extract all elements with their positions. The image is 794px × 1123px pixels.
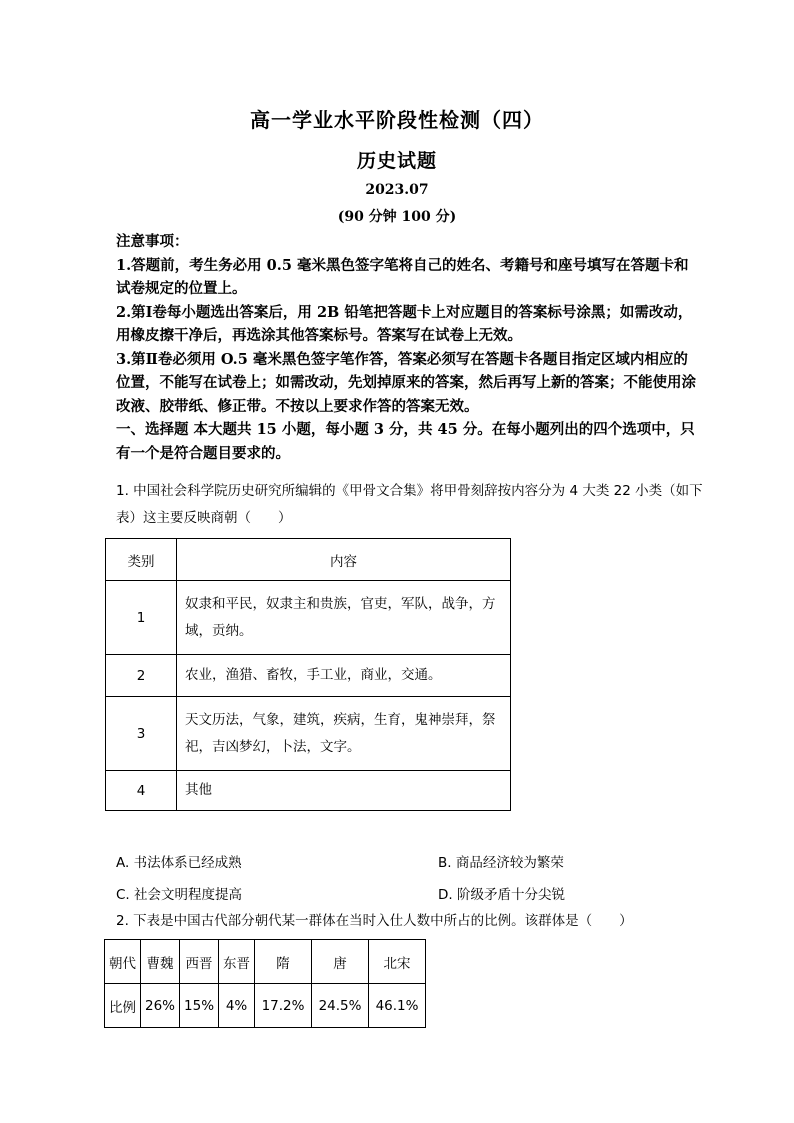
- instructions-heading: 注意事项：: [116, 233, 189, 250]
- option-a: A. 书法体系已经成熟: [116, 855, 242, 871]
- exam-duration: (90 分钟 100 分): [337, 209, 457, 225]
- option-c: C. 社会文明程度提高: [116, 887, 243, 903]
- table-cell: 24.5%: [312, 984, 369, 1028]
- table-row-dynasty: [105, 940, 426, 984]
- question-2-table: [104, 939, 426, 1028]
- section-heading: 一、选择题 本大题共 15 小题，每小题 3 分，共 45 分。在每小题列出的四个选项中，只有一个是符合题目要求的。: [116, 421, 695, 462]
- table-cell-category: 4: [106, 771, 177, 811]
- table-cell: 隋: [255, 940, 312, 984]
- table-cell-category: 1: [106, 581, 177, 655]
- table-cell: 唐: [312, 940, 369, 984]
- table-cell: 北宋: [369, 940, 426, 984]
- table-cell: 26%: [141, 984, 180, 1028]
- table-header-row: [106, 539, 511, 581]
- table-row: [106, 581, 511, 655]
- table-cell: 朝代: [105, 940, 141, 984]
- exam-title: 高一学业水平阶段性检测（四）: [250, 108, 544, 132]
- table-header-category: 类别: [106, 539, 177, 581]
- instruction-item: 2.第Ⅰ卷每小题选出答案后，用 2B 铅笔把答题卡上对应题目的答案标号涂黑；如需改动，用橡皮擦干净后，再选涂其他答案标号。答案写在试卷上无效。: [116, 303, 693, 344]
- table-cell: 17.2%: [255, 984, 312, 1028]
- question-1-stem: 1. 中国社会科学院历史研究所编辑的《甲骨文合集》将甲骨刻辞按内容分为 4 大类 22 小类（如下表）这主要反映商朝（ ）: [116, 483, 703, 526]
- table-cell: 西晋: [180, 940, 219, 984]
- table-cell-category: 3: [106, 697, 177, 771]
- table-cell: 比例: [105, 984, 141, 1028]
- instruction-item: 3.第Ⅱ卷必须用 O.5 毫米黑色签字笔作答，答案必须写在答题卡各题目指定区域内相应的位置，不能写在试卷上；如需改动，先划掉原来的答案，然后再写上新的答案；不能使用涂改液、胶带纸、修正带。不按以上要求作答的答案无效。: [116, 350, 696, 415]
- instruction-item: 1.答题前，考生务必用 0.5 毫米黑色签字笔将自己的姓名、考籍号和座号填写在答题卡和试卷规定的位置上。: [116, 256, 689, 297]
- question-2-stem: 2. 下表是中国古代部分朝代某一群体在当时入仕人数中所占的比例。该群体是（ ）: [116, 913, 633, 929]
- table-cell: 4%: [219, 984, 255, 1028]
- instructions: [116, 230, 701, 465]
- table-cell: 东晋: [219, 940, 255, 984]
- table-row: [106, 697, 511, 771]
- table-cell-content: 天文历法，气象，建筑，疾病，生育，鬼神崇拜，祭祀，吉凶梦幻，卜法，文字。: [177, 697, 511, 771]
- table-row-ratio: [105, 984, 426, 1028]
- table-cell: 曹魏: [141, 940, 180, 984]
- table-cell-content: 其他: [177, 771, 511, 811]
- table-cell-content: 农业，渔猎、畜牧，手工业，商业，交通。: [177, 655, 511, 697]
- question-1-table: [105, 538, 511, 811]
- table-cell-category: 2: [106, 655, 177, 697]
- exam-date: 2023.07: [365, 182, 429, 198]
- table-cell: 46.1%: [369, 984, 426, 1028]
- table-row: [106, 655, 511, 697]
- table-cell: 15%: [180, 984, 219, 1028]
- table-row: [106, 771, 511, 811]
- table-header-content: 内容: [177, 539, 511, 581]
- option-b: B. 商品经济较为繁荣: [438, 855, 564, 871]
- exam-subject: 历史试题: [356, 150, 437, 172]
- option-d: D. 阶级矛盾十分尖锐: [438, 887, 565, 903]
- table-cell-content: 奴隶和平民，奴隶主和贵族，官吏，军队，战争，方域，贡纳。: [177, 581, 511, 655]
